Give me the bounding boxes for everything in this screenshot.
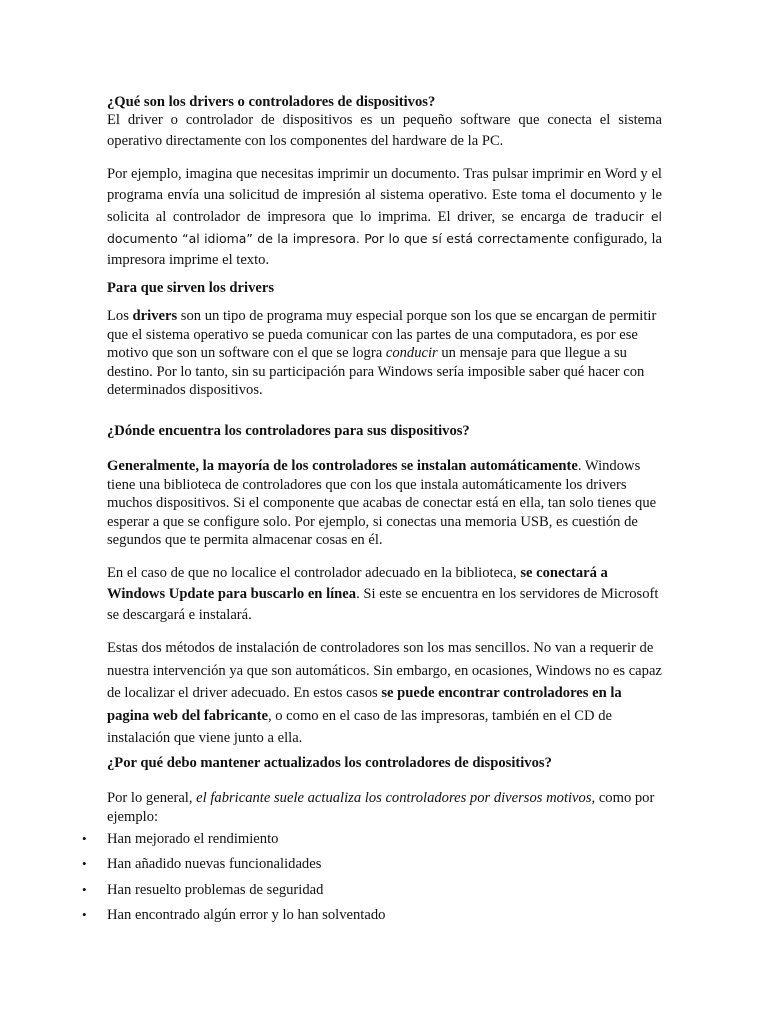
list-item xyxy=(0,880,768,900)
heading-where-to-find: ¿Dónde encuentra los controladores para sus dispositivos? xyxy=(107,423,470,439)
paragraph-manufacturer xyxy=(107,637,662,750)
why-update-italic: el fabricante suele actualiza los controladores por diversos motivos xyxy=(196,790,592,806)
windows-update-bold: se conectará a Windows Update para buscarlo en línea xyxy=(107,565,608,602)
why-update-text-2: , como por ejemplo: xyxy=(107,790,655,825)
manufacturer-bold: se puede encontrar controladores en la pagina web del fabricante xyxy=(107,685,622,724)
what-for-bold-drivers: drivers xyxy=(132,308,178,324)
bullet-icon: • xyxy=(82,882,87,897)
manufacturer-text-1: Estas dos métodos de instalación de controladores son los mas sencillos. No van a requerir de nuestra intervención ya que son automáticos. Sin embargo, en ocasiones, Windows no es capaz de localizar el driver adecuado. En estos casos xyxy=(107,640,662,701)
why-update-text-1: Por lo general, xyxy=(107,790,197,806)
what-for-italic-conducir: conducir xyxy=(385,345,438,361)
list-item-text: Han mejorado el rendimiento xyxy=(107,831,279,847)
what-for-text-2: son un tipo de programa muy especial porque son los que se encargan de permitir que el sistema operativo se pueda comunicar con las partes de una computadora, es por ese motivo que son un software con el que se logra xyxy=(107,308,657,361)
list-item-text: Han encontrado algún error y lo han solventado xyxy=(107,907,386,923)
print-example-text-3: configurado, la impresora imprime el texto. xyxy=(107,231,662,268)
automatic-install-bold: Generalmente, la mayoría de los controladores se instalan automáticamente xyxy=(107,458,578,474)
heading-what-are-drivers: ¿Qué son los drivers o controladores de dispositivos? xyxy=(107,94,436,110)
paragraph-definition: El driver o controlador de dispositivos es un pequeño software que conecta el sistema operativo directamente con los componentes del hardware de la PC. xyxy=(107,112,662,149)
print-example-text-1: Por ejemplo, imagina que necesitas imprimir un documento. Tras pulsar imprimir en Word y el programa envía una solicitud de impresión al sistema operativo. Este toma el documento y le solicita al controlador de impresora que lo imprima. El driver, se encarga xyxy=(107,166,662,225)
paragraph-why-update-intro xyxy=(107,789,662,826)
paragraph-windows-update xyxy=(107,563,662,626)
list-item xyxy=(0,829,768,849)
windows-update-text-1: En el caso de que no localice el controlador adecuado en la biblioteca, xyxy=(107,565,521,581)
list-item-text: Han añadido nuevas funcionalidades xyxy=(107,856,322,872)
list-item-text: Han resuelto problemas de seguridad xyxy=(107,882,324,898)
heading-what-for: Para que sirven los drivers xyxy=(107,280,275,296)
what-for-text-3: un mensaje para que llegue a su destino. Por lo tanto, sin su participación para Windows sería imposible saber qué hacer con determinados dispositivos. xyxy=(107,345,645,398)
bullet-icon: • xyxy=(82,907,87,922)
paragraph-what-for xyxy=(107,307,662,400)
automatic-install-text: . Windows tiene una biblioteca de controladores que con los que instala automáticamente los drivers muchos dispositivos. Si el componente que acabas de conectar está en ella, tan solo tienes que esperar a que se configure solo. Por ejemplo, si conectas una memoria USB, es cuestión de segundos que te permita almacenar cosas en él. xyxy=(107,458,657,548)
what-for-text-1: Los xyxy=(107,308,133,324)
list-item xyxy=(0,905,768,925)
list-item xyxy=(0,854,768,874)
bullet-icon: • xyxy=(82,831,87,846)
paragraph-print-example xyxy=(107,164,662,271)
paragraph-automatic-install xyxy=(107,457,662,550)
bullet-icon: • xyxy=(82,856,87,871)
windows-update-text-2: . Si este se encuentra en los servidores de Microsoft se descargará e instalará. xyxy=(107,586,659,623)
manufacturer-text-2: , o como en el caso de las impresoras, también en el CD de instalación que viene junto a ella. xyxy=(107,707,613,746)
print-example-text-2: de traducir el documento “al idioma” de la impresora. Por lo que sí está correctamente xyxy=(107,209,663,246)
heading-why-update: ¿Por qué debo mantener actualizados los controladores de dispositivos? xyxy=(107,755,552,771)
